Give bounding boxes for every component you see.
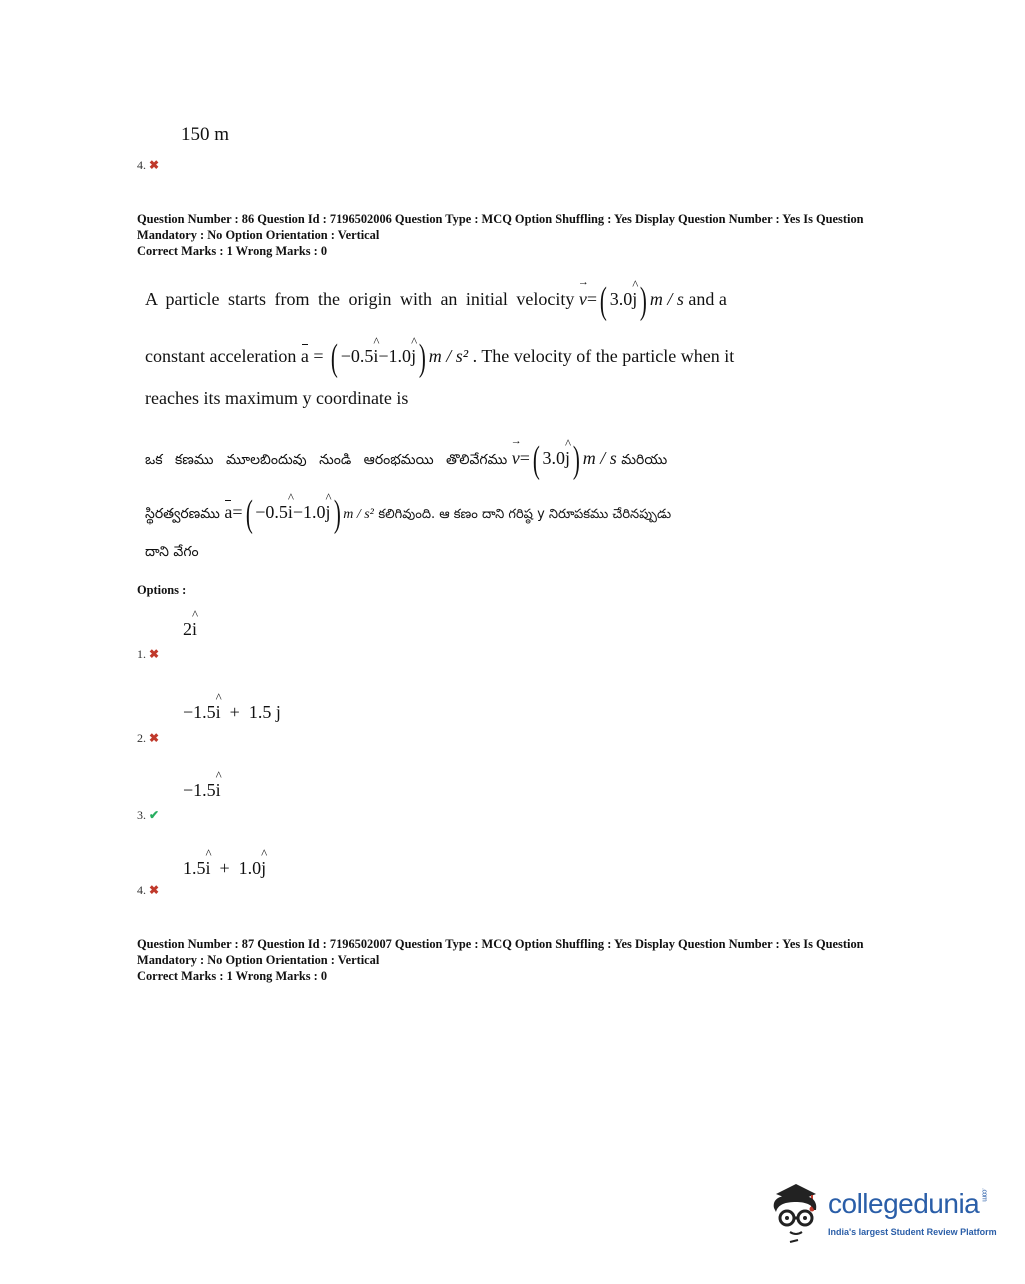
option-number: 4. xyxy=(137,158,146,172)
question-text-en-line2: constant acceleration a = ( −0.5^ i−1.0^ j) m / s² . The velocity of the particle when it xyxy=(145,339,795,377)
acceleration-expression: a=( −0.5^ i−1.0^ j) m / s² xyxy=(224,502,378,522)
velocity-expression: → v=( 3.0^ j) m / s xyxy=(512,448,622,468)
acceleration-expression: a = ( −0.5^ i−1.0^ j) m / s² xyxy=(301,346,473,366)
meta-line: Mandatory : No Option Orientation : Vertical xyxy=(137,953,380,967)
question-86-meta xyxy=(137,211,897,259)
option-1-label: 1. ✖ xyxy=(137,647,160,661)
previous-option-label xyxy=(137,156,159,174)
cross-icon: ✖ xyxy=(149,647,160,661)
option-2-label: 2. ✖ xyxy=(137,731,160,745)
option-1-text[interactable]: 2^ i xyxy=(183,619,197,640)
check-icon: ✔ xyxy=(149,808,160,822)
meta-line: Correct Marks : 1 Wrong Marks : 0 xyxy=(137,969,328,983)
options-label: Options : xyxy=(137,583,187,597)
option-2-text[interactable]: −1.5^ i + 1.5 j xyxy=(183,702,281,723)
option-3-text[interactable]: −1.5^ i xyxy=(183,780,221,801)
meta-line: Question Number : 86 Question Id : 7196502006 Question Type : MCQ Option Shuffling : Yes Display Question Number : Yes Is Question xyxy=(137,212,864,226)
velocity-expression: → v=( 3.0^ j) m / s xyxy=(579,289,689,309)
brand-tagline: India's largest Student Review Platform xyxy=(828,1227,997,1237)
question-text-te-line3: దాని వేగం xyxy=(145,544,199,560)
option-4-label: 4. ✖ xyxy=(137,883,160,897)
option-4-text[interactable]: 1.5^ i + 1.0^ j xyxy=(183,858,266,879)
cross-icon: ✖ xyxy=(149,883,160,897)
brand-name: collegedunia.com xyxy=(828,1188,988,1219)
question-text-te-line1: ఒక కణము మూలబిందువు నుండి ఆరంభమయి తొలివేగము → v=( 3.0^ j) m / s మరియు xyxy=(145,441,805,479)
question-text-en-line1: A particle starts from the origin with an initial velocity → v=( 3.0^ j) m / s and a xyxy=(145,282,795,320)
collegedunia-mascot-logo xyxy=(768,1180,826,1244)
question-87-meta xyxy=(137,936,897,984)
meta-line: Mandatory : No Option Orientation : Vertical xyxy=(137,228,380,242)
previous-option-answer: 150 m xyxy=(181,124,230,145)
cross-icon: ✖ xyxy=(149,158,160,172)
option-3-label: 3. ✔ xyxy=(137,808,160,822)
meta-line: Correct Marks : 1 Wrong Marks : 0 xyxy=(137,244,328,258)
meta-line: Question Number : 87 Question Id : 7196502007 Question Type : MCQ Option Shuffling : Yes Display Question Number : Yes Is Question xyxy=(137,937,864,951)
question-text-te-line2: స్థిరత్వరణము a=( −0.5^ i−1.0^ j) m / s² కలిగివుంది. ఆ కణం దాని గరిష్ఠ y నిరూపకము చేరినప్పుడు xyxy=(145,495,805,533)
question-text-en-line3: reaches its maximum y coordinate is xyxy=(145,388,409,408)
cross-icon: ✖ xyxy=(149,731,160,745)
